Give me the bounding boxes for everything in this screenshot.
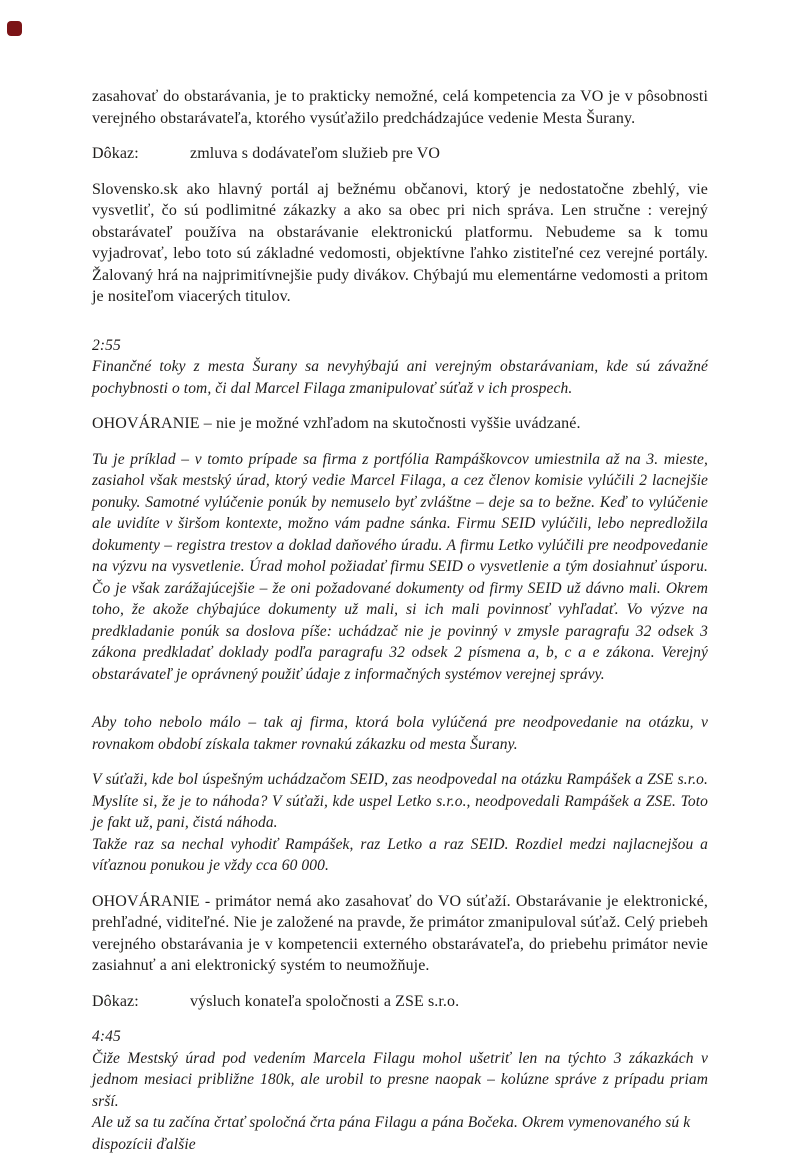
quote-cize: Čiže Mestský úrad pod vedením Marcela Filagu mohol ušetriť len na týchto 3 zákazkách v jednom mesiaci približne 180k, ale urobil to presne naopak – kolúzne správe z prípadu priam srší. bbox=[92, 1049, 708, 1110]
document-body bbox=[92, 86, 708, 1169]
paragraph-ohovaranie-2: OHOVÁRANIE - primátor nemá ako zasahovať do VO súťaží. Obstarávanie je elektronické, prehľadné, viditeľné. Nie je založené na pravde, že primátor zmanipuloval súťaž. Celý priebeh verejného obstarávania je v kompetencii externého obstarávateľa, do priebehu primátor nevie zasiahnuť a ani elektronický systém to neumožňuje. bbox=[92, 892, 708, 974]
paragraph-slovensko: Slovensko.sk ako hlavný portál aj bežnému občanovi, ktorý je nedostatočne zbehlý, vie vysvetliť, čo sú podlimitné zákazky a ako sa obec pri nich správa. Len stručne : verejný obstarávateľ používa na obstarávanie elektronickú platformu. Nebudeme sa k tomu vyjadrovať, lebo toto sú základné vedomosti, objektívne ľahko zistiteľné cez verejné portály. Žalovaný hrá na najprimitívnejšie pudy divákov. Chýbajú mu elementárne vedomosti a pritom je nositeľom viacerých titulov. bbox=[92, 180, 708, 305]
paragraph-ohovaranie-1: OHOVÁRANIE – nie je možné vzhľadom na skutočnosti vyššie uvádzané. bbox=[92, 415, 581, 432]
quote-aby-toho: Aby toho nebolo málo – tak aj firma, ktorá bola vylúčená pre neodpovedanie na otázku, v rovnakom období získala takmer rovnakú zákazku od mesta Šurany. bbox=[92, 714, 708, 753]
evidence-label: Dôkaz: bbox=[92, 145, 139, 162]
evidence-line-2 bbox=[92, 991, 708, 1013]
evidence-line-1 bbox=[92, 143, 708, 165]
evidence-text: zmluva s dodávateľom služieb pre VO bbox=[190, 145, 441, 162]
timestamp-1: 2:55 bbox=[92, 336, 121, 354]
evidence-text: výsluch konateľa spoločnosti a ZSE s.r.o. bbox=[190, 992, 460, 1010]
red-corner-marker bbox=[7, 21, 22, 36]
quote-sutaz: V súťaži, kde bol úspešným uchádzačom SEID, zas neodpovedal na otázku Rampášek a ZSE s.r.o. Myslíte si, že je to náhoda? V súťaži, kde uspel Letko s.r.o., neodpovedali Rampášek a ZSE. Toto je fakt už, pani, čistá náhoda. bbox=[92, 771, 708, 831]
quote-priklad: Tu je príklad – v tomto prípade sa firma z portfólia Rampáškovcov umiestnila až na 3. mieste, zasiahol však mestský úrad, ktorý vedie Marcel Filaga, a cez členov komisie vylúčili 2 lacnejšie ponuky. Samotné vylúčenie ponúk by nemuselo byť zvláštne – deje sa to bežne. Keď to vylúčenie ale uvidíte v širšom kontexte, možno vám padne sánka. Firmu SEID vylúčili, lebo nepredložila dokumenty – registra trestov a doklad daňového úradu. A firmu Letko vylúčili pre neodpovedanie na výzvu na vysvetlenie. Úrad mohol požiadať firmu SEID o vysvetlenie a tým dosiahnuť úsporu. Čo je však zarážajúcejšie – že oni požadované dokumenty od firmy SEID už dávno mali. Okrem toho, že akože chýbajúce dokumenty už mali, si ich mali povinnosť vyhľadať. Vo výzve na predkladanie ponúk sa doslova píše: uchádzač nie je povinný v zmysle paragrafu 32 odsek 3 zákona predkladať doklady podľa paragrafu 32 odsek 2 písmena a, b, c a e zákona. Verejný obstarávateľ je oprávnený použiť údaje z informačných systémov verejnej správy. bbox=[92, 450, 708, 683]
quote-financne-toky: Finančné toky z mesta Šurany sa nevyhýbajú ani verejným obstarávaniam, kde sú závažné pochybnosti o tom, či dal Marcel Filaga zmanipulovať súťaž v ich prospech. bbox=[92, 358, 708, 397]
paragraph-intro: zasahovať do obstarávania, je to prakticky nemožné, celá kompetencia za VO je v pôsobnosti verejného obstarávateľa, ktorého vysúťažilo predchádzajúce vedenie Mesta Šurany. bbox=[92, 88, 708, 127]
timestamp-2: 4:45 bbox=[92, 1028, 121, 1045]
evidence-label: Dôkaz: bbox=[92, 992, 139, 1010]
quote-takze: Takže raz sa nechal vyhodiť Rampášek, raz Letko a raz SEID. Rozdiel medzi najlacnejšou a víťaznou ponukou je vždy cca 60 000. bbox=[92, 835, 708, 874]
quote-ale: Ale už sa tu začína črtať spoločná črta pána Filagu a pána Bočeka. Okrem vymenovaného sú k dispozícii ďalšie bbox=[92, 1114, 691, 1153]
